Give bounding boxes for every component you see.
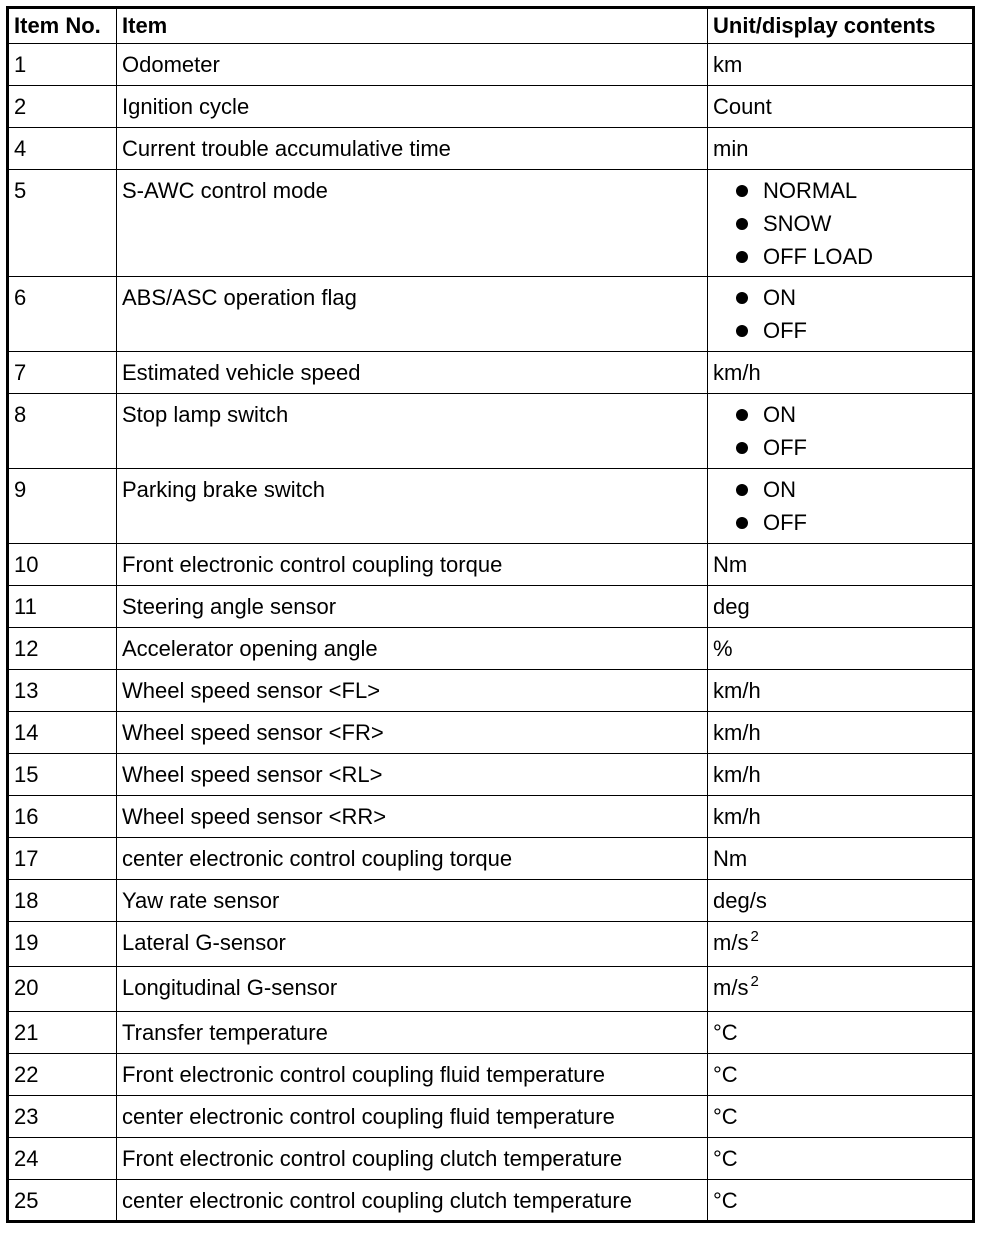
item-name-cell: Ignition cycle (117, 86, 708, 128)
header-item-no: Item No. (8, 8, 117, 44)
display-options-list (713, 281, 967, 347)
table-row (8, 394, 974, 469)
table-row (8, 170, 974, 277)
unit-text: Nm (713, 552, 748, 577)
unit-cell (708, 277, 974, 352)
item-number-cell: 22 (8, 1054, 117, 1096)
item-number-cell: 6 (8, 277, 117, 352)
item-name-cell: Wheel speed sensor <FL> (117, 670, 708, 712)
item-number-cell: 2 (8, 86, 117, 128)
unit-cell (708, 128, 974, 170)
unit-exponent: 2 (750, 973, 759, 990)
unit-text: °C (713, 1020, 738, 1045)
item-name-cell: Front electronic control coupling fluid temperature (117, 1054, 708, 1096)
display-option: ON (733, 398, 967, 431)
table-row (8, 670, 974, 712)
unit-cell (708, 796, 974, 838)
table-row (8, 1054, 974, 1096)
item-number-cell: 20 (8, 967, 117, 1012)
table-row (8, 469, 974, 544)
unit-cell (708, 1180, 974, 1222)
item-name-cell: center electronic control coupling torque (117, 838, 708, 880)
item-number-cell: 1 (8, 44, 117, 86)
unit-text: °C (713, 1062, 738, 1087)
table-row (8, 544, 974, 586)
table-row (8, 754, 974, 796)
data-list-table (6, 6, 975, 1223)
item-number-cell: 25 (8, 1180, 117, 1222)
unit-text: km/h (713, 804, 761, 829)
item-name-cell: Parking brake switch (117, 469, 708, 544)
display-option: OFF (733, 314, 967, 347)
unit-cell (708, 1054, 974, 1096)
table-row (8, 277, 974, 352)
item-number-cell: 4 (8, 128, 117, 170)
unit-text: km (713, 52, 743, 77)
table-row (8, 838, 974, 880)
header-item: Item (117, 8, 708, 44)
unit-cell (708, 922, 974, 967)
unit-text: °C (713, 1188, 738, 1213)
table-row (8, 922, 974, 967)
unit-cell (708, 838, 974, 880)
item-name-cell: Stop lamp switch (117, 394, 708, 469)
table-row (8, 586, 974, 628)
unit-cell (708, 394, 974, 469)
unit-cell (708, 544, 974, 586)
item-number-cell: 17 (8, 838, 117, 880)
display-option: OFF (733, 431, 967, 464)
unit-text: km/h (713, 720, 761, 745)
unit-text: °C (713, 1146, 738, 1171)
table-row (8, 44, 974, 86)
item-name-cell: Odometer (117, 44, 708, 86)
unit-text: km/h (713, 678, 761, 703)
display-options-list (713, 473, 967, 539)
table-row (8, 1180, 974, 1222)
unit-cell (708, 1096, 974, 1138)
item-number-cell: 9 (8, 469, 117, 544)
item-number-cell: 24 (8, 1138, 117, 1180)
item-number-cell: 23 (8, 1096, 117, 1138)
item-name-cell: center electronic control coupling clutch temperature (117, 1180, 708, 1222)
item-number-cell: 13 (8, 670, 117, 712)
unit-text: deg/s (713, 888, 767, 913)
item-name-cell: center electronic control coupling fluid temperature (117, 1096, 708, 1138)
display-options-list (713, 398, 967, 464)
unit-text: km/h (713, 762, 761, 787)
item-number-cell: 11 (8, 586, 117, 628)
unit-cell (708, 670, 974, 712)
unit-text: m/s (713, 930, 749, 955)
header-unit: Unit/display contents (708, 8, 974, 44)
unit-text: Count (713, 94, 772, 119)
item-name-cell: Front electronic control coupling torque (117, 544, 708, 586)
unit-cell (708, 880, 974, 922)
display-option: OFF LOAD (733, 240, 967, 273)
unit-text: km/h (713, 360, 761, 385)
display-options-list (713, 174, 967, 273)
display-option: ON (733, 281, 967, 314)
item-number-cell: 12 (8, 628, 117, 670)
item-number-cell: 18 (8, 880, 117, 922)
item-number-cell: 21 (8, 1012, 117, 1054)
unit-exponent: 2 (750, 928, 759, 945)
table-row (8, 1096, 974, 1138)
display-option: NORMAL (733, 174, 967, 207)
unit-cell (708, 628, 974, 670)
display-option: ON (733, 473, 967, 506)
table-row (8, 128, 974, 170)
unit-cell (708, 754, 974, 796)
item-name-cell: Wheel speed sensor <FR> (117, 712, 708, 754)
item-name-cell: Lateral G-sensor (117, 922, 708, 967)
table-row (8, 1138, 974, 1180)
table-body (8, 44, 974, 1222)
item-name-cell: Yaw rate sensor (117, 880, 708, 922)
unit-cell (708, 1012, 974, 1054)
unit-cell (708, 1138, 974, 1180)
item-name-cell: Wheel speed sensor <RR> (117, 796, 708, 838)
unit-text: m/s (713, 975, 749, 1000)
unit-cell (708, 170, 974, 277)
item-name-cell: Steering angle sensor (117, 586, 708, 628)
item-name-cell: Front electronic control coupling clutch temperature (117, 1138, 708, 1180)
item-name-cell: ABS/ASC operation flag (117, 277, 708, 352)
item-name-cell: Accelerator opening angle (117, 628, 708, 670)
unit-cell (708, 86, 974, 128)
unit-text: °C (713, 1104, 738, 1129)
item-name-cell: Wheel speed sensor <RL> (117, 754, 708, 796)
table-row (8, 352, 974, 394)
item-number-cell: 8 (8, 394, 117, 469)
item-name-cell: Estimated vehicle speed (117, 352, 708, 394)
item-number-cell: 14 (8, 712, 117, 754)
unit-text: % (713, 636, 733, 661)
item-name-cell: S-AWC control mode (117, 170, 708, 277)
table-row (8, 86, 974, 128)
table-row (8, 628, 974, 670)
unit-text: min (713, 136, 749, 161)
item-name-cell: Current trouble accumulative time (117, 128, 708, 170)
unit-cell (708, 967, 974, 1012)
item-name-cell: Longitudinal G-sensor (117, 967, 708, 1012)
display-option: SNOW (733, 207, 967, 240)
unit-cell (708, 44, 974, 86)
item-number-cell: 7 (8, 352, 117, 394)
table-row (8, 967, 974, 1012)
unit-cell (708, 586, 974, 628)
item-number-cell: 5 (8, 170, 117, 277)
item-number-cell: 15 (8, 754, 117, 796)
item-number-cell: 10 (8, 544, 117, 586)
header-row (8, 8, 974, 44)
table-row (8, 796, 974, 838)
table-row (8, 1012, 974, 1054)
item-number-cell: 16 (8, 796, 117, 838)
unit-cell (708, 469, 974, 544)
unit-cell (708, 712, 974, 754)
unit-text: Nm (713, 846, 748, 871)
item-name-cell: Transfer temperature (117, 1012, 708, 1054)
item-number-cell: 19 (8, 922, 117, 967)
table-row (8, 712, 974, 754)
table-row (8, 880, 974, 922)
unit-cell (708, 352, 974, 394)
unit-text: deg (713, 594, 750, 619)
display-option: OFF (733, 506, 967, 539)
